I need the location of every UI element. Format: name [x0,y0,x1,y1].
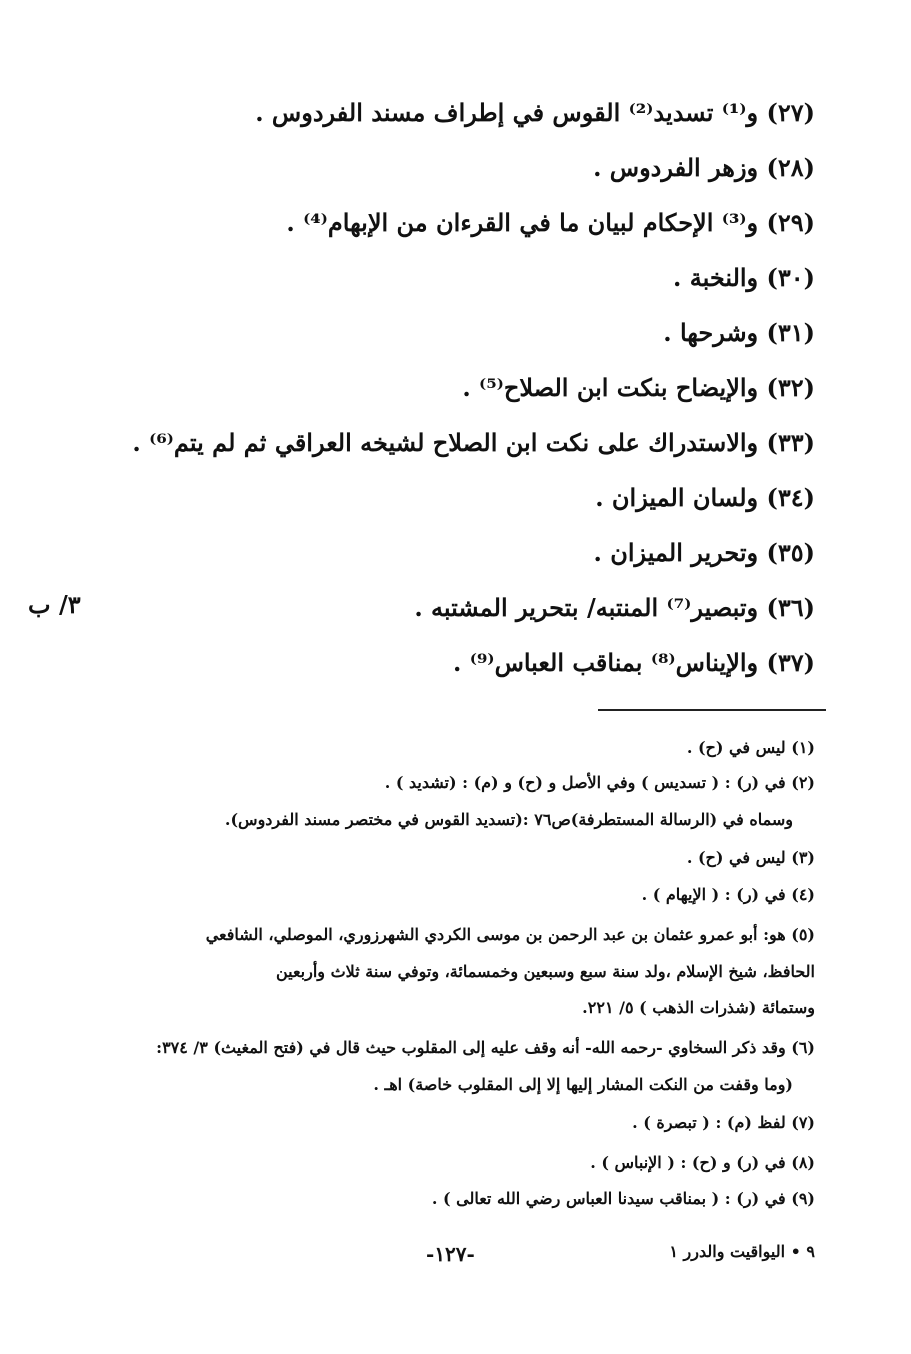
main-line-31: (٣١) وشرحها . [663,318,815,347]
footnote-5-continuation: الحافظ، شيخ الإسلام ،ولد سنة سبع وسبعين وخمسمائة، وتوفي سنة ثلاث وأربعين [275,962,815,981]
main-line-33: (٣٣) والاستدراك على نكت ابن الصلاح لشيخه العراقي ثم لم يتم⁽⁶⁾ . [132,428,815,457]
page-number: -١٢٧- [426,1242,475,1266]
footnote-5: (٥) هو: أبو عمرو عثمان بن عبد الرحمن بن موسى الكردي الشهرزوري، الموصلي، الشافعي [205,925,815,944]
main-line-37: (٣٧) والإيناس⁽⁸⁾ بمناقب العباس⁽⁹⁾ . [453,648,815,677]
footnote-9: (٩) في (ر) : ( بمناقب سيدنا العباس رضي الله تعالى ) . [431,1189,815,1208]
footnote-7: (٧) لفظ (م) : ( تبصرة ) . [632,1113,815,1132]
main-line-32: (٣٢) والإيضاح بنكت ابن الصلاح⁽⁵⁾ . [462,373,815,402]
footnote-3: (٣) ليس في (ح) . [686,848,815,867]
footnote-2-continuation: وسماه في (الرسالة المستطرفة)ص٧٦ :(تسديد القوس في مختصر مسند الفردوس). [224,810,793,829]
main-line-30: (٣٠) والنخبة . [673,263,815,292]
main-line-27: (٢٧) و⁽¹⁾ تسديد⁽²⁾ القوس في إطراف مسند الفردوس . [255,98,815,127]
main-line-29: (٢٩) و⁽³⁾ الإحكام لبيان ما في القرءان من الإبهام⁽⁴⁾ . [286,208,815,237]
footnote-1: (١) ليس في (ح) . [686,738,815,757]
main-line-28: (٢٨) وزهر الفردوس . [593,153,815,182]
folio-margin-note: ٣/ ب [28,590,81,619]
main-line-36: (٣٦) وتبصير⁽⁷⁾ المنتبه/ بتحرير المشتبه . [414,593,815,622]
book-signature: ٩ • اليواقيت والدرر ١ [669,1242,815,1261]
footnote-8: (٨) في (ر) و (ح) : ( الإنباس ) . [590,1153,815,1172]
footnote-2: (٢) في (ر) : ( تسديس ) وفي الأصل و (ح) و (م) : (تشديد ) . [384,773,815,792]
main-line-35: (٣٥) وتحرير الميزان . [593,538,815,567]
footnote-6: (٦) وقد ذكر السخاوي -رحمه الله- أنه وقف عليه إلى المقلوب حيث قال في (فتح المغيث) ٣/ ٣٧٤: [156,1038,815,1057]
footnote-separator [598,709,826,711]
footnote-6-continuation: (وما وقفت من النكت المشار إليها إلا إلى المقلوب خاصة) اهـ . [373,1075,793,1094]
footnote-4: (٤) في (ر) : ( الإيهام ) . [641,885,815,904]
main-line-34: (٣٤) ولسان الميزان . [595,483,815,512]
footnote-5-continuation-2: وستمائة (شذرات الذهب ) ٥/ ٢٢١. [582,998,815,1017]
